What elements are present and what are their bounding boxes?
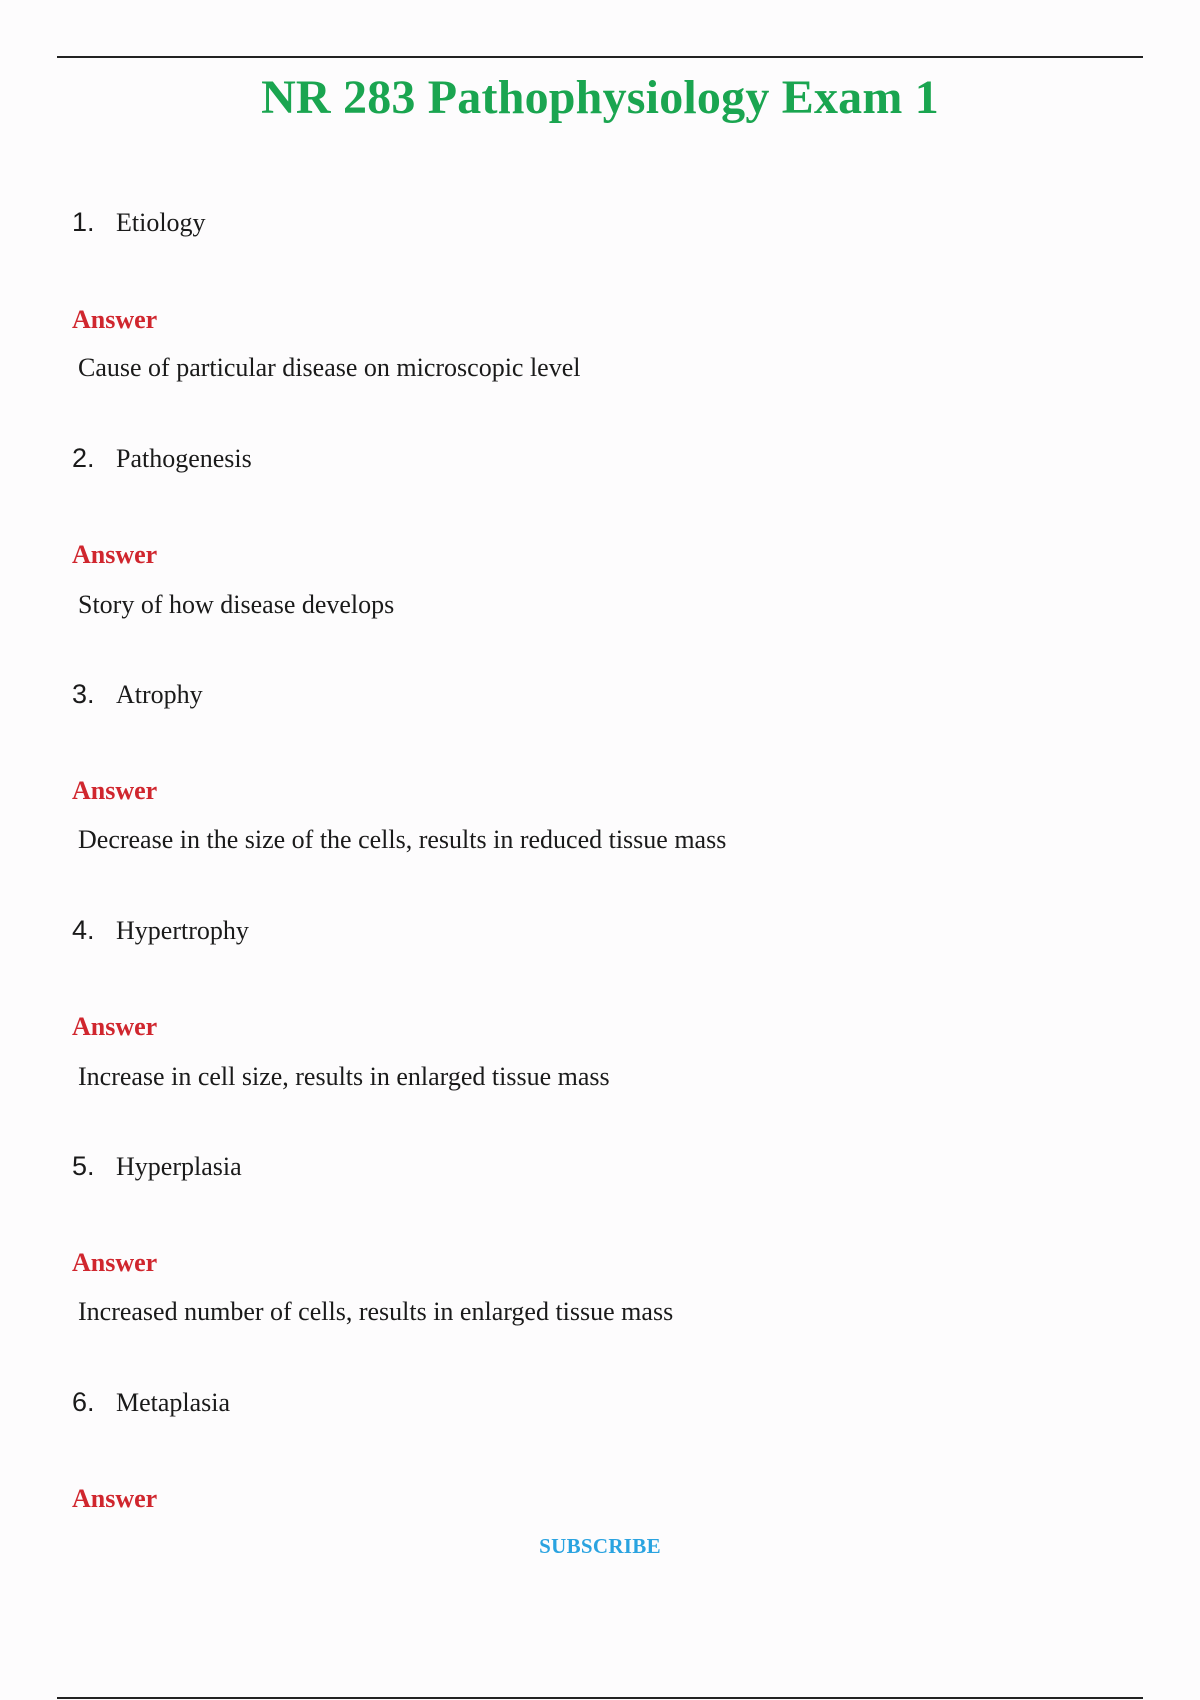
question — [72, 443, 1132, 483]
question-term: Hyperplasia — [116, 1152, 242, 1181]
question-term: Pathogenesis — [116, 444, 252, 473]
qa-item — [72, 679, 1132, 854]
answer-label: Answer — [72, 776, 158, 805]
qa-item — [72, 915, 1132, 1091]
answer-label: Answer — [72, 1484, 158, 1513]
question-number: 6. — [72, 1387, 95, 1417]
bottom-rule — [57, 1697, 1143, 1699]
question-number: 4. — [72, 915, 95, 945]
page-title: NR 283 Pathophysiology Exam 1 — [261, 71, 939, 124]
question-term: Hypertrophy — [116, 916, 249, 945]
question-number: 1. — [72, 207, 95, 237]
question-term: Etiology — [116, 208, 206, 237]
question — [72, 1387, 1132, 1427]
question — [72, 915, 1132, 955]
answer-text: Increased number of cells, results in enlarged tissue mass — [78, 1297, 674, 1326]
answer-label: Answer — [72, 305, 158, 334]
question — [72, 207, 1132, 247]
answer-label: Answer — [72, 540, 158, 569]
question-number: 2. — [72, 443, 95, 473]
question — [72, 1151, 1132, 1191]
subscribe-link[interactable]: SUBSCRIBE — [539, 1534, 661, 1558]
qa-item — [72, 207, 1132, 382]
answer-label: Answer — [72, 1012, 158, 1041]
question-term: Metaplasia — [116, 1388, 231, 1417]
question — [72, 679, 1132, 719]
qa-item — [72, 1151, 1132, 1326]
answer-text: Cause of particular disease on microscopic level — [78, 353, 581, 382]
question-number: 3. — [72, 679, 95, 709]
answer-text: Increase in cell size, results in enlarged tissue mass — [78, 1062, 610, 1091]
qa-item — [72, 443, 1132, 619]
answer-text: Decrease in the size of the cells, results in reduced tissue mass — [78, 825, 727, 854]
answer-text: Story of how disease develops — [78, 590, 395, 619]
question-number: 5. — [72, 1151, 95, 1181]
qa-item — [72, 1387, 1132, 1513]
top-rule — [57, 56, 1143, 58]
question-term: Atrophy — [116, 680, 203, 709]
answer-label: Answer — [72, 1248, 158, 1277]
